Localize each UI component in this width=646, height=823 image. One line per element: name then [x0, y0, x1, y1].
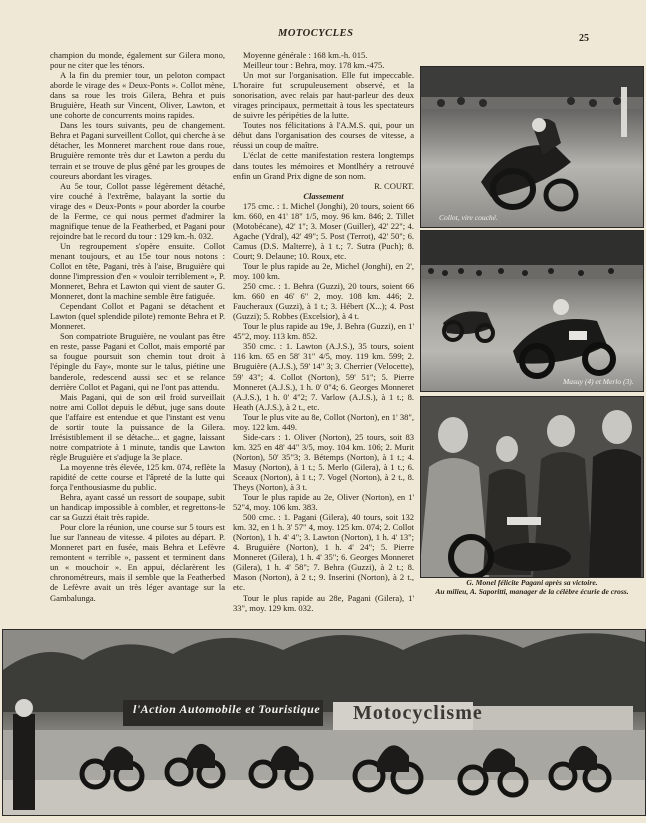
article-column-1: [50, 50, 225, 603]
result-paragraph: Tour le plus vite au 8e, Collot (Norton), en 1' 38", moy. 122 km. 449.: [233, 411, 414, 432]
author-signature: R. COURT.: [374, 180, 414, 191]
photo-sidecars-racing: [420, 230, 644, 392]
result-paragraph: Tour le plus rapide au 2e, Michel (Jonghi), en 2', moy. 100 km.: [233, 260, 414, 282]
result-paragraph: 175 cmc. : 1. Michel (Jonghi), 20 tours, soient 66 km. 660, en 41' 18" 1/5, moy. 96 km. 846; 2. Tillet (Motobécane), 42' 1"; 3. Moser (Guiller), 42' 22"; 4. Agache (Ydral), 42' 49"; 5. Post (Terrot), 42' 50"; 6. Camus (D.S. Malterre), à 1 t.; 7. Sutra (Puch); 8. Court; 9. Delaune; 10. Roux, etc.: [233, 200, 414, 261]
paragraph: Toutes nos félicitations à l'A.M.S. qui, pour un début dans l'organisation des courses de vitesse, a réussi un coup de maître.: [233, 120, 414, 151]
caption-line: Au milieu, A. Saporitti, manager de la célèbre écurie de cross.: [435, 587, 629, 596]
paragraph: champion du monde, également sur Gilera mono, pour ne citer que les ténors.: [50, 50, 225, 71]
page-header: [0, 0, 646, 46]
paragraph: Moyenne générale : 168 km.-h. 015.: [243, 50, 368, 60]
banner-text: l'Action Automobile et Touristique: [133, 702, 321, 716]
photo-race-start: [2, 629, 646, 816]
photo-caption: Collot, vire couché.: [439, 213, 498, 222]
article-column-2: [233, 50, 414, 613]
photo-winner-congratulations: [420, 396, 644, 578]
paragraph: A la fin du premier tour, un peloton compact aborde le virage des « Deux-Ponts ». Collot mène, dans sa roue les trois Gilera, Behra et puis Bruguière, Heath sur Vincent, Oliver, Lawton, et une cohorte de concurrents moins rapides.: [50, 70, 225, 121]
paragraph: Un regroupement s'opère ensuite. Collot menant toujours, et au 15e tour nous notons : Collot en tête, Pagani, très à l'aise, Bruguière qui donne l'impression d'en « vouloir terriblement », P. Monneret, Behra et Lawton qui vient de sauter G. Monneret, dont la machine semble être fatiguée.: [50, 240, 225, 302]
classement-heading: Classement: [303, 190, 344, 201]
photo-sidecars-illustration: [421, 231, 643, 391]
result-paragraph: 500 cmc. : 1. Pagani (Gilera), 40 tours, soit 132 km. 32, en 1 h. 3' 57" 4, moy. 125 km. 074; 2. Collot (Norton), 1 h. 4' 4"; 3. Lawton (Norton), 1 h. 4' 13"; 4. Bruguière (Norton), 1 h. 4' 24"; 5. Pierre Monneret (Gilera), 1 h. 4' 35"; 6. Georges Monneret (Gilera), 1 h. 4' 58"; 7. Behra (Guzzi), à 2 t.; 8. Mason (Norton), à 2 t.; 9. Inserini (Norton), à 2 t., etc.: [233, 512, 414, 593]
paragraph: L'éclat de cette manifestation restera longtemps dans toutes les mémoires et Montlhéry a retrouvé enfin un Grand Prix digne de son nom.: [233, 150, 414, 181]
photo-collot-cornering: [420, 66, 644, 228]
paragraph: Mais Pagani, qui de son œil froid surveillait notre ami Collot depuis le début, juge sans doute que l'affaire est entendue et que l'instant est venu de sortir toute la puissance de la Gilera. Irrésistiblement il se détache... et gagne, laissant notre compatriote à 1 minute, tandis que Lawton règle Bruguière et s'adjuge la 3e place.: [50, 391, 225, 462]
photo-winner-caption: [420, 578, 644, 596]
result-paragraph: Tour le plus rapide au 28e, Pagani (Gilera), 1' 33", moy. 129 km. 032.: [233, 592, 414, 613]
result-paragraph: Side-cars : 1. Oliver (Norton), 25 tours, soit 83 km. 325 en 48' 44" 3/5, moy. 104 km. 106; 2. Murit (Norton), 50' 35"3; 3. Bétemps (Norton), à 1 t.; 4. Masuy (Norton), à 1 t.; 5. Merlo (Gilera), à 1 t.; 6. Sceaux (Norton), à 1 t.; 7. Vogel (Norton), à 2 t., 8. Theys (Norton), à 3 t.: [233, 431, 414, 493]
paragraph: Au 5e tour, Collot passe légèrement détaché, vire couché à l'extrême, balayant la sortie du virage des « Deux-Ponts » pour aborder la courbe de la Ferme, ce qui nous permet d'admirer la magnifique tenue de la Featherbed, et Pagani pour rejoindre bat le record du tour : 129 km.-h. 032.: [50, 180, 225, 241]
result-paragraph: Tour le plus rapide au 2e, Oliver (Norton), en 1' 52"4, moy. 106 km. 383.: [233, 492, 414, 513]
photo-caption: Masuy (4) et Merlo (3).: [563, 377, 634, 386]
photo-winner-illustration: [421, 397, 643, 577]
result-paragraph: 250 cmc. : 1. Behra (Guzzi), 20 tours, soient 66 km. 660 en 46' 6" 2, moy. 108 km. 446; 2. Faucheraux (Guzzi), à 1 t.; 3. Hébert (X...); 4. Post (Guzzi); 5. Robbes (Excelsior), à 4 t.: [233, 281, 414, 322]
photo-collot-illustration: [421, 67, 643, 227]
result-paragraph: Tour le plus rapide au 19e, J. Behra (Guzzi), en 1' 45"2, moy. 113 km. 852.: [233, 321, 414, 342]
banner-text-2: Motocyclisme: [353, 702, 483, 724]
paragraph: La moyenne très élevée, 125 km. 074, reflète la rapidité de cette course et l'âpreté de la lutte qui força l'enthousiasme du public.: [50, 461, 225, 493]
result-paragraph: 350 cmc. : 1. Lawton (A.J.S.), 35 tours, soient 116 km. 65 en 58' 31" 4/5, moy. 119 km. 599; 2. Bruguière (A.J.S.), 59' 14" 3; 3. Cherrier (Velocette), 59' 43"; 4. Collot (Norton), 59' 51"; 5. Pierre Monneret (A.J.S.), 1 h. 0' 0"4; 6. Georges Monneret (A.J.S.), 1 h. 0' 4"2; 7. Varlow (A.J.S.), à 1 t.; 8. Heath (A.J.S.), à 2 t., etc.: [233, 341, 414, 412]
page-number: 25: [579, 33, 589, 44]
paragraph: Meilleur tour : Behra, moy. 178 km.-475.: [243, 60, 385, 71]
paragraph: Behra, ayant cassé un ressort de soupape, subit un handicap impossible à combler, et regrettons-le car sa Guzzi était très rapide.: [50, 492, 225, 523]
caption-line: G. Monel félicite Pagani après sa victoire.: [466, 578, 598, 587]
paragraph: Dans les tours suivants, peu de changement. Behra et Pagani surveillent Collot, qui cherche à se détacher, les Monneret marchent roue dans roue, Bruguière remonte très dur et Lawton a perdu du terrain et se trouve de plus gêné par les groupes de coureurs abordant les virages.: [50, 120, 225, 181]
paragraph: Pour clore la réunion, une course sur 5 tours est lue sur l'anneau de vitesse. 4 pilotes au départ. P. Monneret part en fusée, mais Behra et Lefèvre remontent « terrible », passent et terminent dans un « mouchoir ». En appui, déclarèrent les chronométreurs, mais il semble que la Featherbed de Lefèvre avait un très léger avantage sur la Gambalunga.: [50, 522, 225, 603]
paragraph: Un mot sur l'organisation. Elle fut impeccable. L'horaire fut scrupuleusement observé, et la sonorisation, avec relais par haut-parleur des deux virages principaux, permettait à tous les spectateurs de suivre les péripéties de la lutte.: [233, 70, 414, 121]
paragraph: Cependant Collot et Pagani se détachent et Lawton (quel splendide pilote) remonte Behra et P. Monneret.: [50, 301, 225, 332]
photo-race-start-illustration: [3, 630, 645, 815]
paragraph: Son compatriote Bruguière, ne voulant pas être en reste, passe Pagani et Collot, mais emporté par sa fougue poursuit son chemin tout droit à l'épingle du Fay», monte sur le talus, piétine une banderole, redescend aussi sec et se relance derrière Collot et Pagani, qui ne l'ont pas attendu.: [50, 331, 225, 392]
magazine-section-title: MOTOCYCLES: [278, 28, 354, 39]
